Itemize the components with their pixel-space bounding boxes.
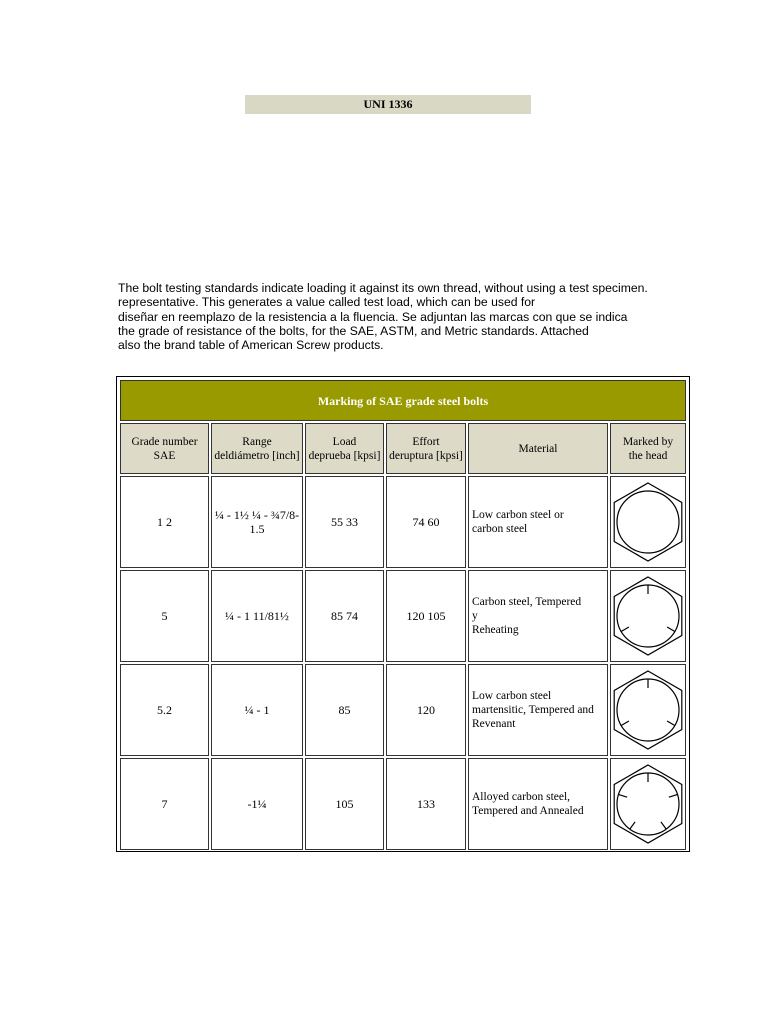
intro-line: the grade of resistance of the bolts, for the SAE, ASTM, and Metric standards. Attached bbox=[118, 323, 589, 338]
header-load bbox=[305, 423, 384, 474]
cell-grade: 5 bbox=[120, 570, 209, 662]
cell-material bbox=[468, 664, 608, 756]
header-range-line2: deldiámetro [inch] bbox=[214, 449, 300, 462]
header-marked bbox=[610, 423, 686, 474]
material-line: y bbox=[472, 610, 478, 622]
sae-grade-table bbox=[118, 378, 688, 852]
header-effort-line1: Effort bbox=[412, 435, 440, 448]
cell-head-marking bbox=[610, 476, 686, 568]
header-material: Material bbox=[468, 423, 608, 474]
material-line: Reheating bbox=[472, 624, 519, 636]
cell-range: ¼ - 1 11/81½ bbox=[211, 570, 303, 662]
cell-head-marking bbox=[610, 664, 686, 756]
intro-line: also the brand table of American Screw products. bbox=[118, 338, 384, 353]
table-title: Marking of SAE grade steel bolts bbox=[120, 380, 686, 421]
cell-material bbox=[468, 570, 608, 662]
intro-line: representative. This generates a value called test load, which can be used for bbox=[118, 295, 536, 310]
material-line: Tempered and Annealed bbox=[472, 805, 584, 817]
intro-line: The bolt testing standards indicate loading it against its own thread, without using a test specimen. bbox=[118, 281, 648, 295]
hex-outline bbox=[614, 483, 682, 561]
table-row bbox=[120, 758, 686, 850]
cell-range: -1¼ bbox=[211, 758, 303, 850]
cell-range: ¼ - 1 bbox=[211, 664, 303, 756]
cell-grade: 5.2 bbox=[120, 664, 209, 756]
material-line: Revenant bbox=[472, 718, 516, 730]
cell-load: 105 bbox=[305, 758, 384, 850]
intro-paragraph bbox=[118, 281, 678, 352]
cell-load: 55 33 bbox=[305, 476, 384, 568]
header-range bbox=[211, 423, 303, 474]
header-effort-line2: deruptura [kpsi] bbox=[389, 449, 463, 462]
table-row bbox=[120, 570, 686, 662]
material-line: martensitic, Tempered and bbox=[472, 704, 594, 716]
cell-effort: 133 bbox=[386, 758, 466, 850]
header-grade-line2: SAE bbox=[153, 449, 176, 462]
cell-load: 85 bbox=[305, 664, 384, 756]
hex-head-5-lines-icon bbox=[612, 763, 684, 845]
header-effort bbox=[386, 423, 466, 474]
cell-head-marking bbox=[610, 758, 686, 850]
material-line: Carbon steel, Tempered bbox=[472, 596, 582, 608]
material-line: Low carbon steel bbox=[472, 690, 552, 702]
table-header-row bbox=[120, 423, 686, 474]
material-line: carbon steel bbox=[472, 523, 528, 535]
cell-effort: 74 60 bbox=[386, 476, 466, 568]
header-marked-line2: the head bbox=[628, 449, 668, 462]
table-row bbox=[120, 664, 686, 756]
standard-title: UNI 1336 bbox=[245, 95, 531, 114]
material-line: Low carbon steel or bbox=[472, 509, 564, 521]
sae-grade-table-frame bbox=[116, 376, 690, 852]
cell-range: ¼ - 1½ ¼ - ¾7/8- 1.5 bbox=[211, 476, 303, 568]
cell-material bbox=[468, 758, 608, 850]
header-grade bbox=[120, 423, 209, 474]
cell-effort: 120 105 bbox=[386, 570, 466, 662]
cell-effort: 120 bbox=[386, 664, 466, 756]
header-load-line1: Load bbox=[332, 435, 357, 448]
header-load-line2: deprueba [kpsi] bbox=[308, 449, 381, 462]
header-grade-line1: Grade number bbox=[131, 435, 198, 448]
hex-head-plain-icon bbox=[612, 481, 684, 563]
hex-head-3-lines-icon bbox=[612, 575, 684, 657]
intro-line: diseñar en reemplazo de la resistencia a la fluencia. Se adjuntan las marcas con que se indica bbox=[118, 309, 628, 324]
material-line: Alloyed carbon steel, bbox=[472, 791, 571, 803]
header-marked-line1: Marked by bbox=[622, 435, 674, 448]
hex-head-3-lines-icon bbox=[612, 669, 684, 751]
cell-grade: 7 bbox=[120, 758, 209, 850]
cell-load: 85 74 bbox=[305, 570, 384, 662]
cell-head-marking bbox=[610, 570, 686, 662]
table-row bbox=[120, 476, 686, 568]
cell-material bbox=[468, 476, 608, 568]
header-range-line1: Range bbox=[242, 435, 272, 448]
cell-grade: 1 2 bbox=[120, 476, 209, 568]
